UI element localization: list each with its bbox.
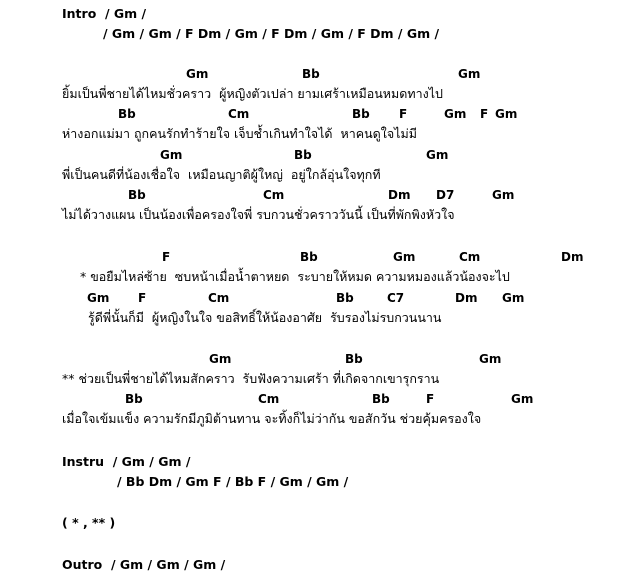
chord: Gm <box>87 291 110 305</box>
chord: Cm <box>208 291 230 305</box>
chord: Cm <box>228 107 250 121</box>
chord: Bb <box>372 392 390 406</box>
lyric-line: ยิ้มเป็นพี่ชายได้ไหมชั่วคราว ผู้หญิงตัวเปล่า ยามเศร้าเหมือนหมดทางไป <box>62 86 443 101</box>
chord: F <box>162 250 171 264</box>
chord: Cm <box>258 392 280 406</box>
chord: Bb <box>294 148 312 162</box>
chord: Gm <box>492 188 515 202</box>
lyric-line: * ขอยืมไหล่ซ้าย ซบหน้าเมื่อน้ำตาหยด ระบายให้หมด ความหมองแล้วน้องจะไป <box>80 269 510 284</box>
chord: Bb <box>345 352 363 366</box>
chord: Dm <box>388 188 411 202</box>
chord: F <box>399 107 408 121</box>
intro-chords-line: / Gm / Gm / F Dm / Gm / F Dm / Gm / F Dm / Gm / <box>103 26 440 41</box>
chord: Gm <box>160 148 183 162</box>
intro-label-line: Intro / Gm / <box>62 6 147 21</box>
chord: F <box>138 291 147 305</box>
chord: Gm <box>186 67 209 81</box>
chord: Dm <box>561 250 584 264</box>
chord: Gm <box>495 107 518 121</box>
lyric-line: รู้ดีพี่นั้นก็มี ผู้หญิงในใจ ขอสิทธิ์ให้น้องอาศัย รับรองไม่รบกวนนาน <box>88 310 442 325</box>
chord: Dm <box>455 291 478 305</box>
lyric-line: พี่เป็นคนดีที่น้องเชื่อใจ เหมือนญาติผู้ใหญ่ อยู่ใกล้อุ่นใจทุกที <box>62 167 381 182</box>
chord: Gm <box>444 107 467 121</box>
chord: Bb <box>125 392 143 406</box>
chord: F <box>426 392 435 406</box>
chord: Gm <box>458 67 481 81</box>
chord: Cm <box>263 188 285 202</box>
chord: Gm <box>511 392 534 406</box>
lyric-line: ** ช่วยเป็นพี่ชายได้ไหมสักคราว รับฟังความเศร้า ที่เกิดจากเขารุกราน <box>62 371 440 386</box>
chord: D7 <box>436 188 455 202</box>
chord: Bb <box>302 67 320 81</box>
instru-chords-line: / Bb Dm / Gm F / Bb F / Gm / Gm / <box>117 474 349 489</box>
chord: Bb <box>118 107 136 121</box>
chord: Gm <box>479 352 502 366</box>
instru-label-line: Instru / Gm / Gm / <box>62 454 191 469</box>
chord: Bb <box>336 291 354 305</box>
chord: C7 <box>387 291 405 305</box>
chord: Gm <box>393 250 416 264</box>
lyric-line: เมื่อใจเข้มแข็ง ความรักมีภูมิต้านทาน จะทิ้งก็ไม่ว่ากัน ขอสักวัน ช่วยคุ้มครองใจ <box>62 411 482 426</box>
chord: Bb <box>128 188 146 202</box>
chord: Bb <box>352 107 370 121</box>
chord: Gm <box>209 352 232 366</box>
repeat-marker: ( * , ** ) <box>62 515 116 530</box>
chord: Cm <box>459 250 481 264</box>
chord: F <box>480 107 489 121</box>
lyric-line: ห่างอกแม่มา ถูกคนรักทำร้ายใจ เจ็บช้ำเกินทำใจได้ หาคนดูใจไม่มี <box>62 126 417 141</box>
chord: Bb <box>300 250 318 264</box>
outro-line: Outro / Gm / Gm / Gm / <box>62 557 226 572</box>
chord: Gm <box>426 148 449 162</box>
lyric-line: ไม่ได้วางแผน เป็นน้องเพื่อครองใจพี่ รบกวนชั่วคราววันนี้ เป็นที่พักพิงหัวใจ <box>62 207 455 222</box>
chord: Gm <box>502 291 525 305</box>
